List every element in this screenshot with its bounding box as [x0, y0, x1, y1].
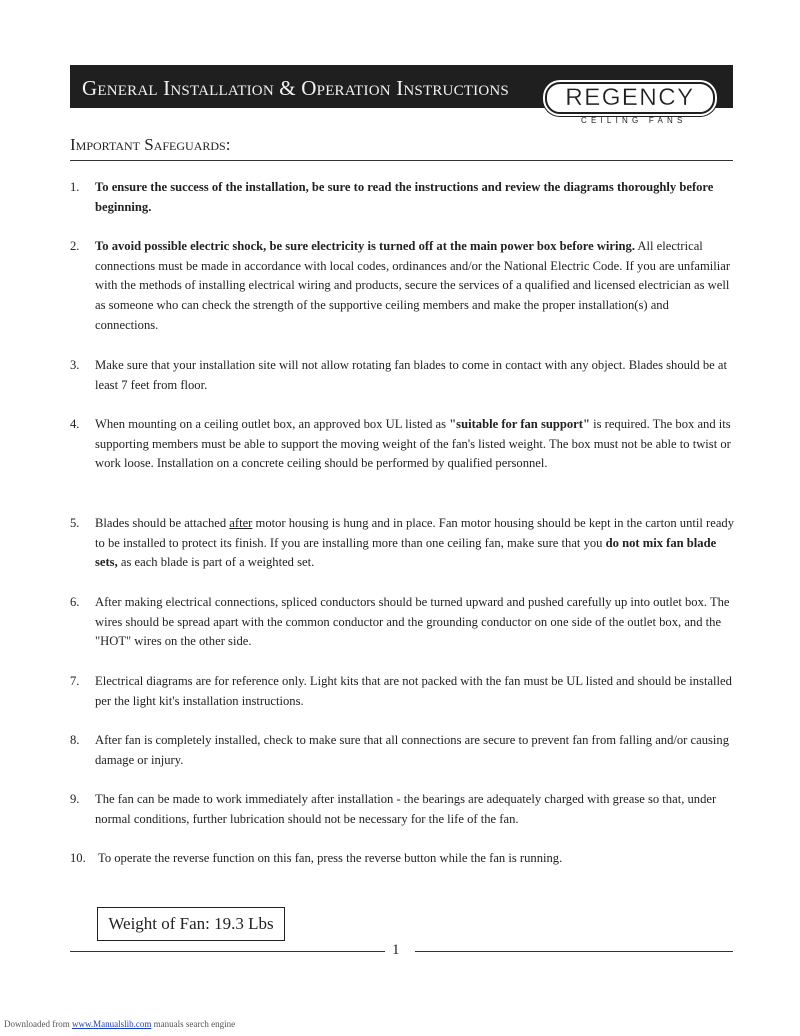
list-item-number: 4.	[70, 417, 80, 431]
list-item-text-run: after	[229, 516, 253, 530]
list-item-number: 1.	[70, 180, 80, 194]
list-item-text	[70, 415, 734, 474]
list-item-text	[70, 356, 734, 395]
section-heading: Important Safeguards:	[70, 135, 231, 154]
list-item	[70, 731, 734, 770]
list-item-number: 6.	[70, 595, 80, 609]
list-item-text	[70, 178, 734, 217]
list-item-text-run: "suitable for fan support"	[449, 417, 590, 431]
fan-weight-box: Weight of Fan: 19.3 Lbs	[97, 907, 285, 941]
list-item-text-run: To ensure the success of the installation, be sure to read the instructions and review the diagrams thoroughly before beginning.	[95, 180, 714, 214]
list-item	[70, 672, 734, 711]
list-item	[70, 514, 734, 573]
list-item-text	[70, 514, 734, 573]
footer-divider-left	[70, 951, 385, 952]
list-item	[70, 849, 734, 869]
list-item-text-run: Electrical diagrams are for reference only. Light kits that are not packed with the fan must be UL listed and should be installed per the light kit's installation instructions.	[95, 674, 732, 708]
manualslib-link[interactable]: www.Manualslib.com	[71, 1019, 152, 1029]
download-prefix: Downloaded from	[4, 1019, 70, 1029]
logo-badge	[545, 82, 715, 114]
list-item-text-run: To operate the reverse function on this fan, press the reverse button while the fan is running.	[98, 851, 563, 865]
list-item-text-run: When mounting on a ceiling outlet box, an approved box UL listed as	[95, 417, 450, 431]
list-item-text-run: Blades should be attached	[95, 516, 230, 530]
page-title: General Installation & Operation Instructions	[82, 76, 509, 100]
download-note	[4, 1019, 235, 1029]
list-item	[70, 593, 734, 652]
list-item-text	[70, 849, 734, 869]
list-item-text	[70, 731, 734, 770]
download-suffix: manuals search engine	[153, 1019, 236, 1029]
regency-logo	[545, 82, 715, 130]
list-item-text	[70, 593, 734, 652]
list-item	[70, 178, 734, 217]
list-item-number: 2.	[70, 239, 80, 253]
list-item-text-run: To avoid possible electric shock, be sure electricity is turned off at the main power box before wiring.	[95, 239, 635, 253]
list-item-text-run: motor housing is hung and in place. Fan motor housing should be kept in the carton until ready to be installed to protect its finish. If you are installing more than one ceiling fan, make sure that you	[95, 516, 735, 550]
list-item-number: 8.	[70, 733, 80, 747]
list-item-text-run: as each blade is part of a weighted set.	[117, 555, 315, 570]
list-item-text-run: is required. The box and its supporting members must be able to support the moving weight of the fan's listed weight. The box must not be able to twist or work loose. Installation on a concrete ceiling should be performed by qualified personnel.	[95, 417, 731, 471]
list-item	[70, 356, 734, 395]
list-item-text-run: The fan can be made to work immediately after installation - the bearings are adequately charged with grease so that, under normal conditions, further lubrication should not be necessary for the life of the fan.	[95, 792, 717, 826]
list-item-text-run: After fan is completely installed, check to make sure that all connections are secure to prevent fan from falling and/or causing damage or injury.	[95, 733, 729, 767]
page-number: 1	[392, 942, 400, 958]
list-item-number: 3.	[70, 358, 80, 372]
list-item-text-run: After making electrical connections, spliced conductors should be turned upward and pushed carefully up into outlet box. The wires should be spread apart with the common conductor and the grounding conductor on one side of the outlet box, and the "HOT" wires on the other side.	[95, 595, 730, 649]
list-item-number: 7.	[70, 674, 80, 688]
list-item-number: 10.	[70, 851, 86, 865]
logo-wordmark: REGENCY	[565, 84, 695, 111]
list-item-number: 5.	[70, 516, 80, 530]
list-item-text	[70, 672, 734, 711]
list-item-text-run: Make sure that your installation site will not allow rotating fan blades to come in contact with any object. Blades should be at least 7 feet from floor.	[95, 358, 727, 392]
list-item	[70, 790, 734, 829]
list-item-text-run: All electrical connections must be made in accordance with local codes, ordinances and/or the National Electric Code. If you are unfamiliar with the methods of installing electrical wiring and products, secure the services of a qualified and licensed electrician as well as someone who can check the strength of the supportive ceiling members and make the proper installation(s) and connections.	[95, 239, 731, 332]
footer-divider-right	[415, 951, 733, 952]
list-item-text-run: do not mix fan blade sets,	[95, 535, 717, 570]
section-divider	[70, 160, 733, 161]
list-item-number: 9.	[70, 792, 80, 806]
list-item-text	[70, 237, 734, 336]
logo-subtitle: CEILING FANS	[581, 116, 687, 125]
list-item	[70, 237, 734, 336]
list-item	[70, 415, 734, 474]
list-item-text	[70, 790, 734, 829]
